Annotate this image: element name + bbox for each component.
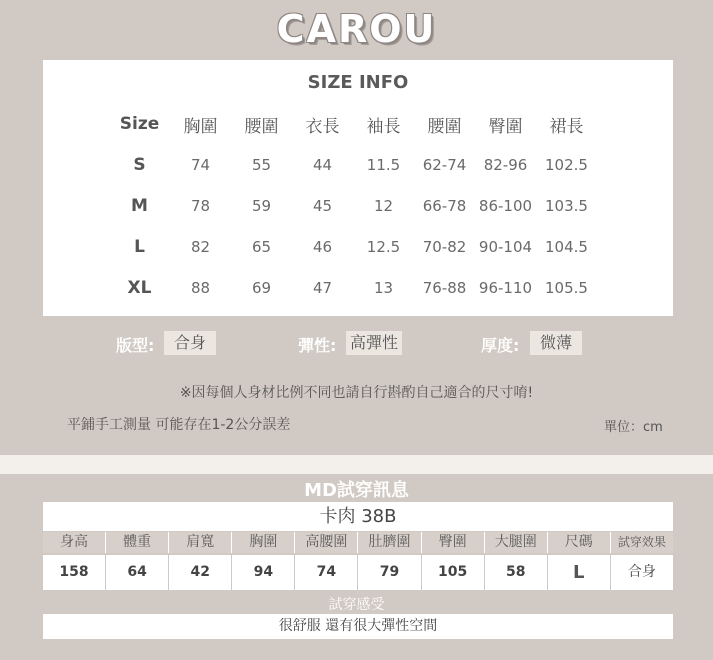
size-cell: S: [133, 154, 146, 175]
thickness-value: 微薄: [530, 331, 582, 355]
table-cell: 103.5: [545, 196, 588, 215]
header-cell: 裙長: [549, 116, 584, 137]
table-cell: 88: [190, 278, 211, 297]
md-value-cell: 74: [295, 555, 358, 590]
table-cell: 12.5: [366, 237, 401, 256]
md-value-cell: L: [548, 555, 611, 590]
table-cell: 86-100: [478, 196, 533, 215]
md-header-cell: 尺碼: [548, 532, 611, 553]
md-header-cell: 肩寬: [169, 532, 232, 553]
md-value-cell: 合身: [627, 564, 656, 580]
table-row: [109, 267, 597, 308]
table-cell: 12: [373, 196, 394, 215]
md-header-cell: 大腿圍: [485, 532, 548, 553]
md-header-cell: 肚臍圍: [358, 532, 421, 553]
md-title: MD試穿訊息: [304, 480, 409, 501]
md-header-cell: 臀圍: [422, 532, 485, 553]
size-cell: L: [134, 236, 145, 257]
size-table: [109, 104, 597, 308]
size-cell: M: [131, 195, 148, 216]
table-cell: 45: [312, 196, 333, 215]
md-value-cell: 58: [485, 555, 548, 590]
table-cell: 70-82: [422, 237, 467, 256]
table-cell: 74: [190, 155, 211, 174]
table-cell: 65: [251, 237, 272, 256]
table-cell: 11.5: [366, 155, 401, 174]
md-header-row: [43, 532, 673, 553]
table-row: [109, 144, 597, 185]
md-header-cell: 體重: [106, 532, 169, 553]
header-cell: 腰圍: [244, 116, 279, 137]
table-cell: 47: [312, 278, 333, 297]
measure-note: 平鋪手工測量 可能存在1-2公分誤差: [67, 417, 291, 433]
fit-value: 合身: [164, 331, 216, 355]
header-cell: 袖長: [366, 116, 401, 137]
table-cell: 76-88: [422, 278, 467, 297]
md-value-cell: 79: [358, 555, 421, 590]
table-cell: 44: [312, 155, 333, 174]
thickness-label: 厚度:: [481, 336, 520, 355]
table-row: [109, 226, 597, 267]
md-value-cell: 64: [106, 555, 169, 590]
size-note: ※因每個人身材比例不同也請自行斟酌自己適合的尺寸唷!: [179, 385, 534, 401]
table-cell: 62-74: [422, 155, 467, 174]
table-cell: 78: [190, 196, 211, 215]
md-value-cell: 158: [43, 555, 106, 590]
table-cell: 59: [251, 196, 272, 215]
md-values-row: [43, 555, 673, 590]
table-cell: 102.5: [545, 155, 588, 174]
table-cell: 105.5: [545, 278, 588, 297]
header-cell: 腰圍: [427, 116, 462, 137]
md-value-cell: 94: [232, 555, 295, 590]
header-cell: 臀圍: [488, 116, 523, 137]
table-cell: 55: [251, 155, 272, 174]
fabric-attributes: [0, 331, 713, 355]
table-cell: 104.5: [545, 237, 588, 256]
table-cell: 69: [251, 278, 272, 297]
table-cell: 13: [373, 278, 394, 297]
header-cell: 胸圍: [183, 116, 218, 137]
table-cell: 66-78: [422, 196, 467, 215]
md-value-cell: 42: [169, 555, 232, 590]
size-info-card: [43, 60, 673, 316]
header-cell: Size: [119, 114, 160, 134]
md-header-cell: 試穿效果: [611, 532, 673, 553]
feel-text: 很舒服 還有很大彈性空間: [43, 614, 673, 639]
table-cell: 82: [190, 237, 211, 256]
size-table-header: [109, 104, 597, 144]
brand-logo: CAROU: [276, 7, 437, 51]
md-value-cell: 105: [422, 555, 485, 590]
table-cell: 96-110: [478, 278, 533, 297]
size-cell: XL: [127, 277, 152, 298]
table-row: [109, 185, 597, 226]
md-header-cell: 高腰圍: [295, 532, 358, 553]
table-cell: 82-96: [483, 155, 528, 174]
unit-label: 單位：cm: [604, 420, 663, 435]
table-cell: 46: [312, 237, 333, 256]
model-name: 卡肉 38B: [43, 502, 673, 531]
md-header-cell: 身高: [43, 532, 106, 553]
md-header-cell: 胸圍: [232, 532, 295, 553]
header-cell: 衣長: [305, 116, 340, 137]
section-divider: [0, 455, 713, 474]
stretch-label: 彈性:: [298, 336, 337, 355]
table-cell: 90-104: [478, 237, 533, 256]
size-info-title: SIZE INFO: [307, 72, 409, 93]
stretch-value: 高彈性: [346, 331, 402, 355]
feel-label: 試穿感受: [328, 597, 385, 613]
fit-label: 版型:: [116, 336, 155, 355]
